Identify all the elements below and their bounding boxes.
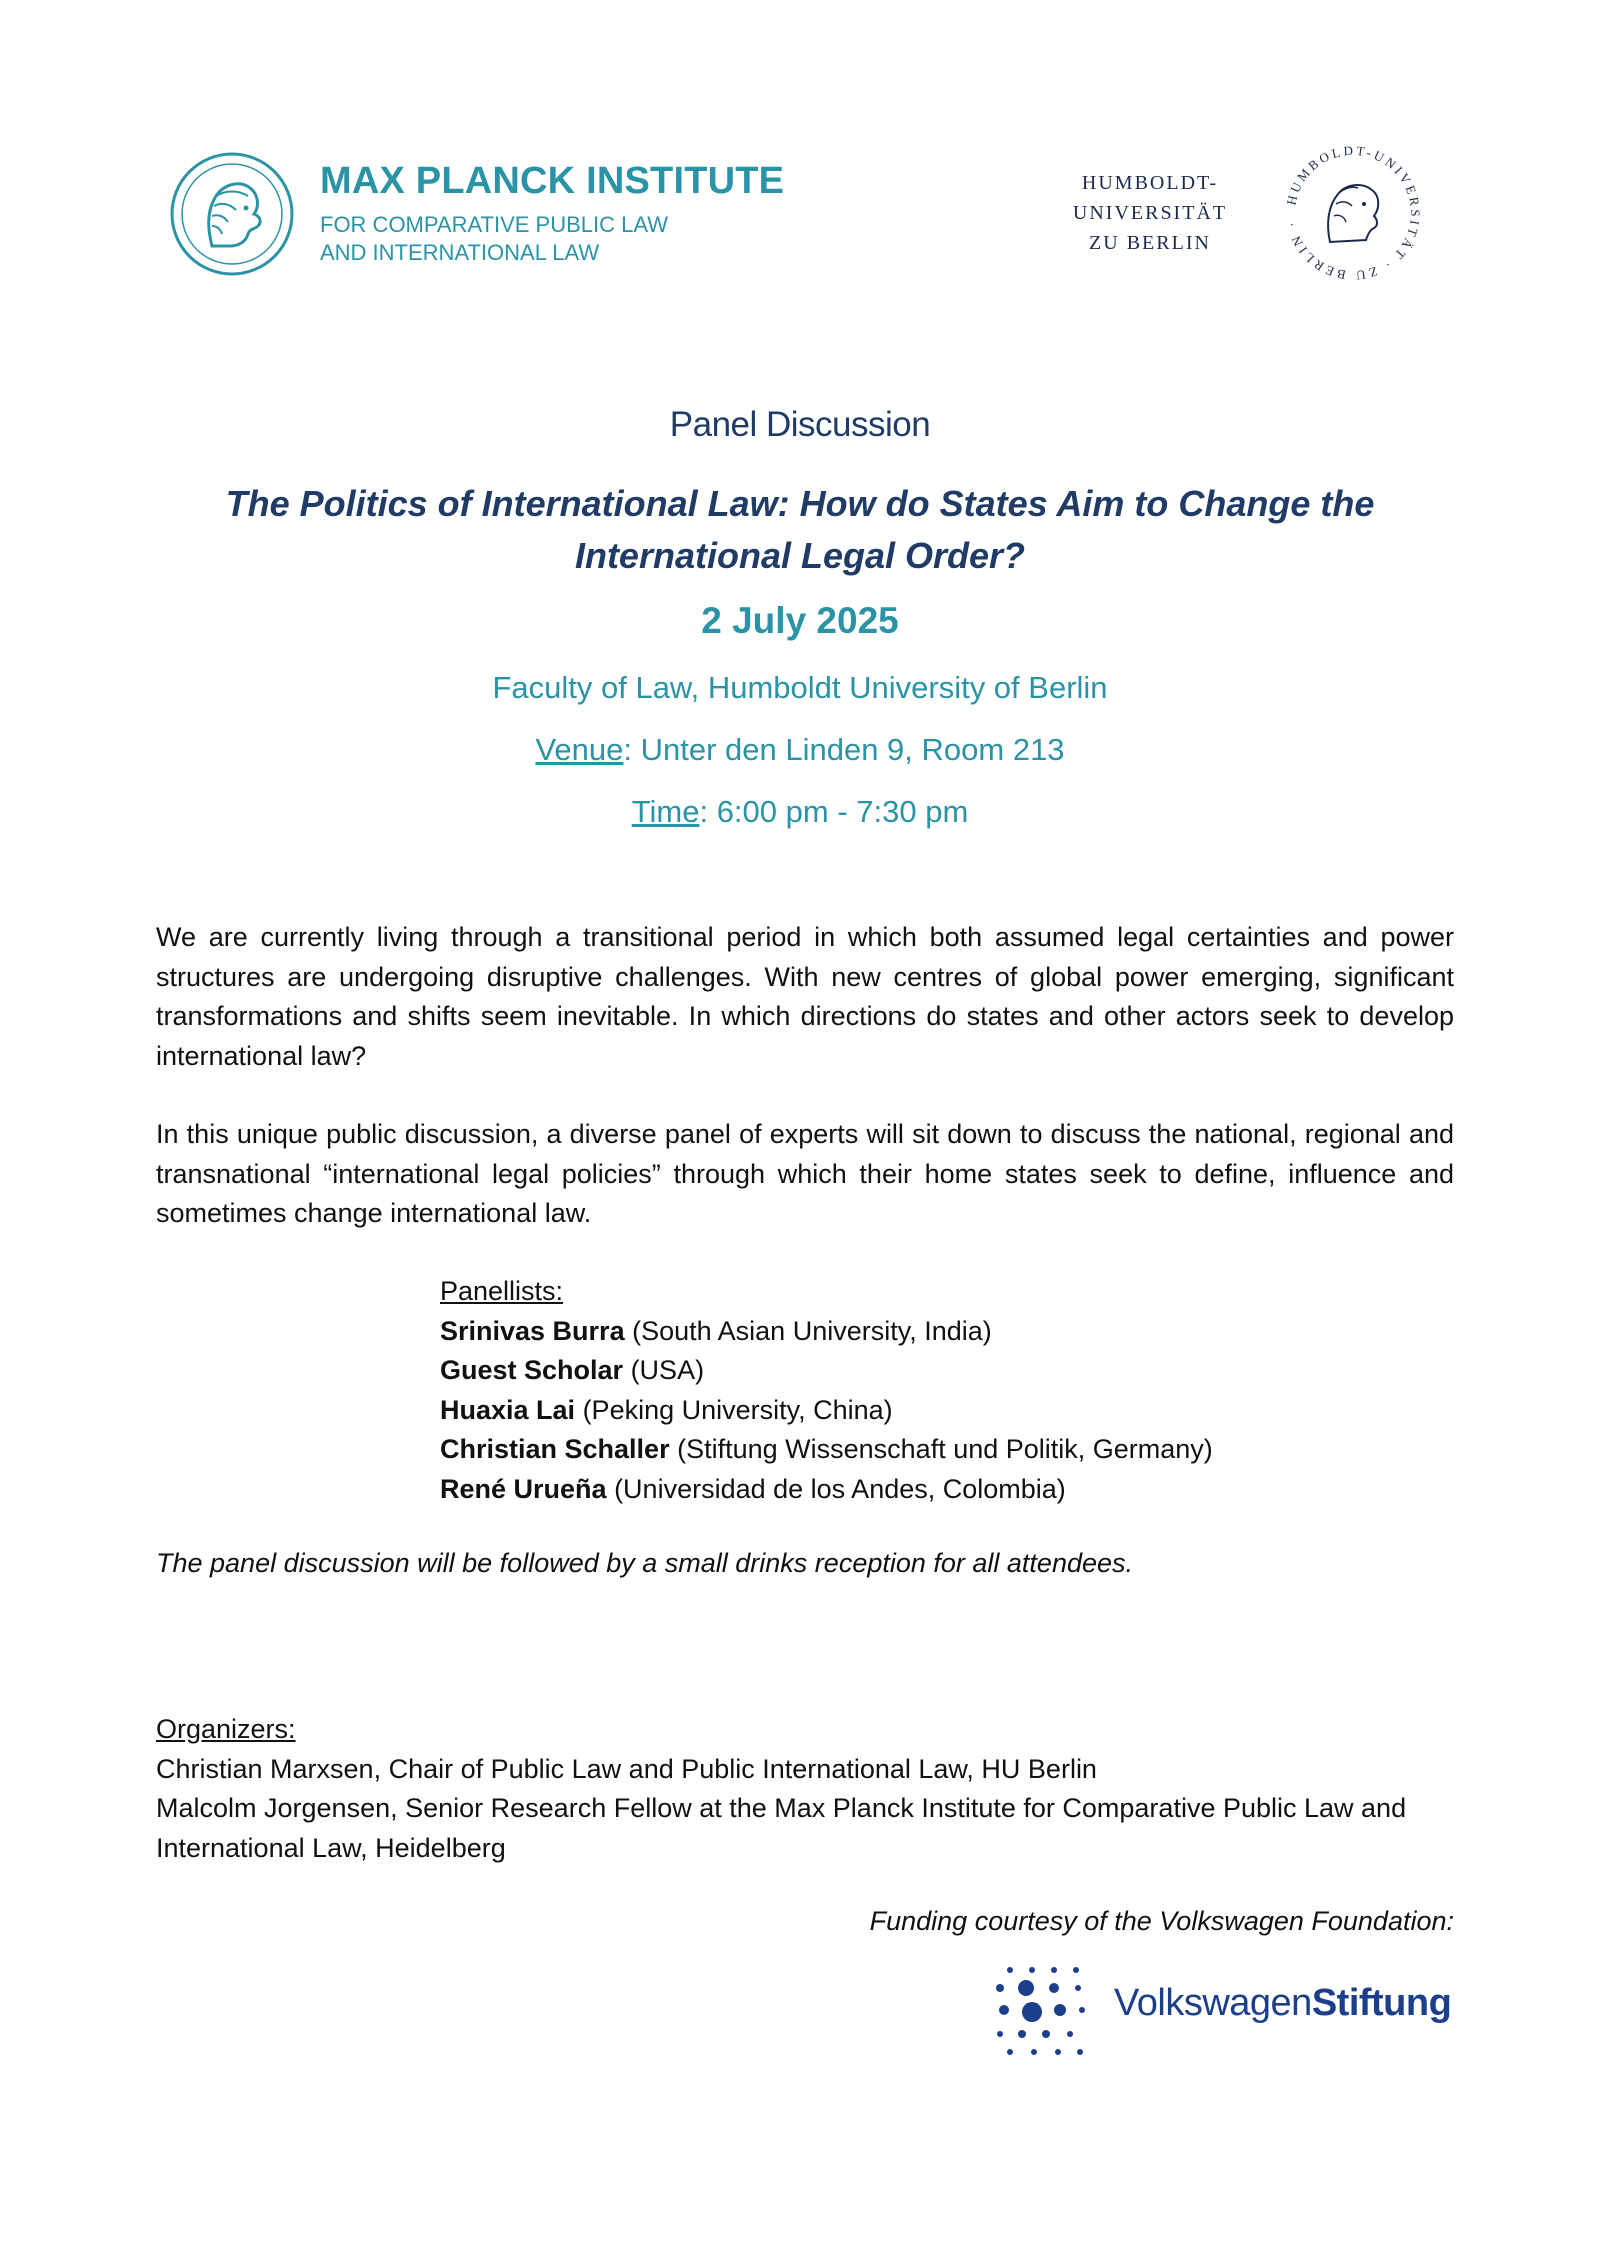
minerva-emblem-icon xyxy=(168,150,296,278)
venue-value: : Unter den Linden 9, Room 213 xyxy=(623,732,1065,767)
svg-text:HUMBOLDT-UNIVERSITÄT · ZU BERL: HUMBOLDT-UNIVERSITÄT · ZU BERLIN · xyxy=(1283,142,1424,284)
volkswagen-stiftung-wordmark xyxy=(1114,1982,1451,2025)
volkswagen-stiftung-logo xyxy=(990,1958,1460,2058)
panellist-name: Christian Schaller xyxy=(440,1434,670,1464)
organizers-block xyxy=(156,1710,1454,1868)
panellist-affiliation: (Peking University, China) xyxy=(575,1394,893,1425)
event-title: The Politics of International Law: How do States Aim to Change the International Legal Order? xyxy=(225,483,1375,576)
wordmark-regular: Volkswagen xyxy=(1114,1982,1312,2024)
humboldt-seal-icon xyxy=(1278,138,1428,288)
list-item xyxy=(440,1430,1213,1470)
humboldt-line3: ZU BERLIN xyxy=(1089,232,1211,254)
panellist-affiliation: (USA) xyxy=(623,1355,705,1385)
time-line xyxy=(0,794,1600,830)
organizer-line2: Malcolm Jorgensen, Senior Research Fellow at the Max Planck Institute for Comparative Public Law and International Law, Heidelberg xyxy=(156,1793,1407,1863)
funding-note: Funding courtesy of the Volkswagen Foundation: xyxy=(869,1906,1454,1936)
max-planck-logo xyxy=(168,150,808,280)
volkswagen-dots-icon xyxy=(990,1958,1090,2058)
panellist-name: René Urueña xyxy=(440,1473,607,1504)
list-item xyxy=(440,1312,1213,1352)
mpi-subtitle-line2: AND INTERNATIONAL LAW xyxy=(320,240,600,265)
panellist-name: Huaxia Lai xyxy=(440,1394,576,1425)
panellists-label: Panellists: xyxy=(440,1276,564,1306)
organizer-line1: Christian Marxsen, Chair of Public Law and Public International Law, HU Berlin xyxy=(156,1753,1097,1784)
venue-line xyxy=(0,732,1600,768)
event-date: 2 July 2025 xyxy=(701,600,899,641)
wordmark-bold: Stiftung xyxy=(1311,1982,1452,2024)
intro-paragraph: We are currently living through a transitional period in which both assumed legal certainties and power structures are undergoing disruptive challenges. With new centres of global power emerging, significant transformations and shifts seem inevitable. In which directions do states and other actors seek to develop international law? xyxy=(156,922,1454,1071)
event-location: Faculty of Law, Humboldt University of Berlin xyxy=(492,670,1108,705)
panellist-affiliation: (Universidad de los Andes, Colombia) xyxy=(606,1473,1066,1504)
list-item xyxy=(440,1391,1213,1431)
panellist-name: Srinivas Burra xyxy=(440,1315,625,1346)
venue-label: Venue xyxy=(535,732,624,767)
list-item xyxy=(440,1351,1213,1391)
mpi-subtitle-line1: FOR COMPARATIVE PUBLIC LAW xyxy=(320,212,668,237)
mpi-title: MAX PLANCK INSTITUTE xyxy=(320,160,785,202)
panellist-affiliation: (Stiftung Wissenschaft und Politik, Germany) xyxy=(669,1434,1213,1464)
humboldt-wordmark xyxy=(1030,168,1270,258)
list-item xyxy=(440,1470,1213,1510)
reception-note: The panel discussion will be followed by a small drinks reception for all attendees. xyxy=(156,1548,1134,1578)
panel-discussion-heading: Panel Discussion xyxy=(669,405,931,444)
discussion-paragraph: In this unique public discussion, a diverse panel of experts will sit down to discuss the national, regional and transnational “international legal policies” through which their home states seek to define, influence and sometimes change international law. xyxy=(156,1119,1454,1228)
humboldt-logo xyxy=(1030,128,1450,298)
humboldt-line1: HUMBOLDT- xyxy=(1081,172,1219,194)
time-value: : 6:00 pm - 7:30 pm xyxy=(699,794,969,829)
humboldt-line2: UNIVERSITÄT xyxy=(1072,202,1228,224)
panellist-affiliation: (South Asian University, India) xyxy=(624,1315,992,1346)
organizers-label: Organizers: xyxy=(156,1714,296,1744)
time-label: Time xyxy=(631,794,700,829)
panellist-name: Guest Scholar xyxy=(440,1355,624,1385)
panellists-list xyxy=(440,1272,1213,1509)
